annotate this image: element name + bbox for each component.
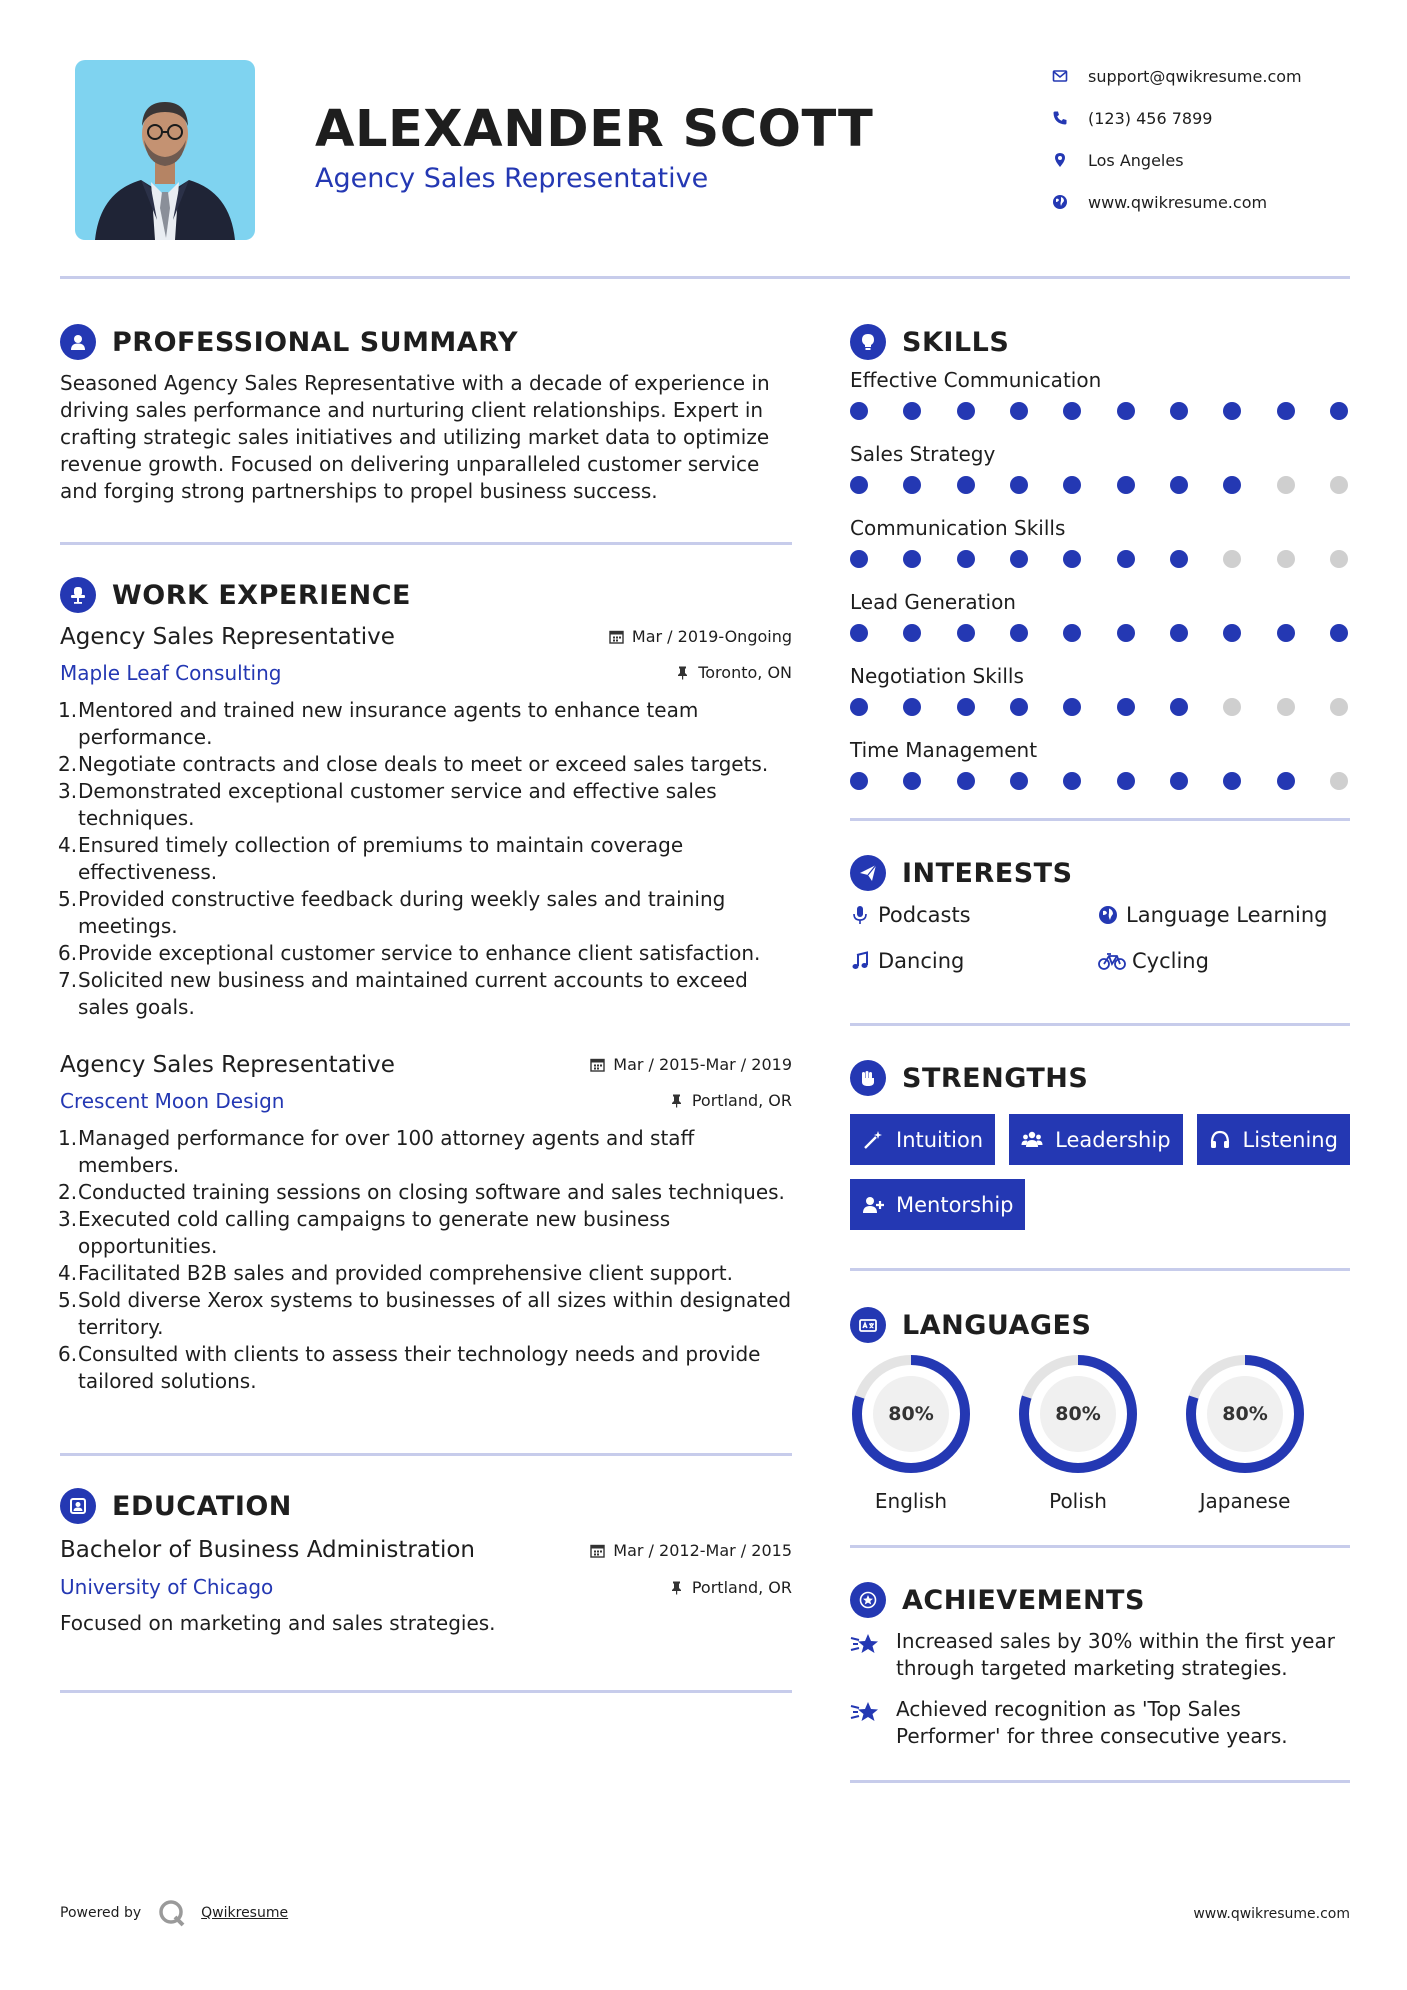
list-item: 3. Executed cold calling campaigns to generate new business opportunities. <box>58 1207 671 1258</box>
language-item <box>1184 1353 1306 1513</box>
rating-dot-empty <box>1330 698 1348 716</box>
rating-dot-filled <box>1010 550 1028 568</box>
rating-dot-filled <box>1277 772 1295 790</box>
achievement-text: Achieved recognition as 'Top Sales Performer' for three consecutive years. <box>896 1697 1288 1748</box>
skill-name: Communication Skills <box>850 516 1066 540</box>
profile-photo <box>75 60 255 240</box>
strength-tag <box>1009 1114 1182 1165</box>
language-item <box>850 1353 972 1513</box>
interests-title: INTERESTS <box>902 857 1073 889</box>
list-item: 1. Mentored and trained new insurance agents to enhance team performance. <box>58 698 699 749</box>
contact-email-text: support@qwikresume.com <box>1088 66 1302 86</box>
interest-label: Podcasts <box>878 903 971 927</box>
job-entry <box>60 1047 792 1395</box>
qwikresume-link[interactable]: Qwikresume <box>201 1905 289 1921</box>
strength-label: Mentorship <box>896 1192 1014 1217</box>
job-company: Maple Leaf Consulting <box>60 661 282 685</box>
rating-dot-filled <box>1010 772 1028 790</box>
job-location-text: Toronto, ON <box>698 663 792 682</box>
achievement-item <box>850 1628 1350 1682</box>
list-item: 2. Conducted training sessions on closing software and sales techniques. <box>58 1180 785 1204</box>
list-item: 3. Demonstrated exceptional customer service and effective sales techniques. <box>58 779 717 830</box>
rating-dot-empty <box>1223 550 1241 568</box>
language-progress-ring <box>1017 1353 1139 1475</box>
shooting-star-icon <box>850 1696 896 1730</box>
rating-dot-filled <box>1117 402 1135 420</box>
rating-dot-filled <box>1063 772 1081 790</box>
language-progress-ring <box>1184 1353 1306 1475</box>
music-note-icon <box>850 951 878 971</box>
rating-dot-filled <box>850 402 868 420</box>
language-percent: 80% <box>1055 1403 1101 1425</box>
globe-icon <box>1048 192 1088 212</box>
education-dates <box>590 1541 792 1560</box>
rating-dot-empty <box>1330 476 1348 494</box>
rating-dot-filled <box>850 698 868 716</box>
calendar-icon <box>609 629 624 644</box>
pushpin-icon <box>675 665 690 680</box>
rating-dot-filled <box>1063 624 1081 642</box>
strength-tag <box>1197 1114 1350 1165</box>
translate-icon <box>850 1307 886 1343</box>
rating-dot-filled <box>1063 698 1081 716</box>
rating-dot-filled <box>1170 772 1188 790</box>
list-item: 1. Managed performance for over 100 attorney agents and staff members. <box>58 1126 695 1177</box>
fist-icon <box>850 1060 886 1096</box>
list-item: 7. Solicited new business and maintained current accounts to exceed sales goals. <box>58 968 748 1019</box>
job-title: Agency Sales Representative <box>60 1052 395 1078</box>
job-bullets <box>60 1125 792 1395</box>
headphones-icon <box>1209 1129 1231 1151</box>
rating-dot-filled <box>903 624 921 642</box>
job-dates-text: Mar / 2015-Mar / 2019 <box>613 1055 792 1074</box>
degree-title: Bachelor of Business Administration <box>60 1537 475 1563</box>
skill-rating <box>850 620 1348 664</box>
contact-location <box>1048 139 1368 181</box>
rating-dot-filled <box>1277 402 1295 420</box>
rating-dot-filled <box>1330 402 1348 420</box>
footer-website[interactable]: www.qwikresume.com <box>1193 1906 1350 1922</box>
contact-email[interactable] <box>1048 55 1368 97</box>
strengths-title: STRENGTHS <box>902 1062 1089 1094</box>
education-location-text: Portland, OR <box>691 1578 792 1597</box>
rating-dot-filled <box>1170 698 1188 716</box>
rating-dot-filled <box>850 624 868 642</box>
rating-dot-filled <box>1170 624 1188 642</box>
language-progress-ring <box>850 1353 972 1475</box>
rating-dot-filled <box>957 402 975 420</box>
rating-dot-empty <box>1223 698 1241 716</box>
skill-rating <box>850 694 1348 738</box>
section-divider <box>60 542 792 545</box>
contact-location-text: Los Angeles <box>1088 150 1184 170</box>
list-item: 5. Provided constructive feedback during weekly sales and training meetings. <box>58 887 726 938</box>
strength-label: Leadership <box>1055 1127 1171 1152</box>
skills-heading <box>850 318 1350 366</box>
rating-dot-filled <box>1063 550 1081 568</box>
section-divider <box>850 1780 1350 1783</box>
user-plus-icon <box>862 1194 884 1216</box>
skill-rating <box>850 398 1348 442</box>
language-percent: 80% <box>888 1403 934 1425</box>
list-item: 2. Negotiate contracts and close deals to meet or exceed sales targets. <box>58 752 769 776</box>
work-heading <box>60 571 792 619</box>
skill-rating <box>850 472 1348 516</box>
lightbulb-icon <box>850 324 886 360</box>
rating-dot-filled <box>903 402 921 420</box>
header-divider <box>60 276 1350 279</box>
job-location-text: Portland, OR <box>691 1091 792 1110</box>
skill-name: Sales Strategy <box>850 442 996 466</box>
rating-dot-filled <box>1010 624 1028 642</box>
rating-dot-filled <box>903 698 921 716</box>
map-pin-icon <box>1048 150 1088 170</box>
job-title: Agency Sales Representative <box>60 624 395 650</box>
summary-heading <box>60 318 792 366</box>
work-title: WORK EXPERIENCE <box>112 579 411 611</box>
languages-heading <box>850 1301 1350 1349</box>
rating-dot-filled <box>1010 402 1028 420</box>
interests-list <box>850 899 1350 977</box>
education-heading <box>60 1482 792 1530</box>
strength-tag <box>850 1114 995 1165</box>
job-location <box>675 663 792 682</box>
language-item <box>1017 1353 1139 1513</box>
rating-dot-filled <box>1170 402 1188 420</box>
rating-dot-filled <box>1223 624 1241 642</box>
strength-label: Listening <box>1242 1127 1338 1152</box>
footer-powered-by <box>60 1898 288 1928</box>
star-badge-icon <box>850 1582 886 1618</box>
achievement-item <box>850 1696 1350 1750</box>
microphone-icon <box>850 905 878 925</box>
rating-dot-filled <box>957 624 975 642</box>
rating-dot-filled <box>1117 698 1135 716</box>
globe-icon <box>1098 905 1126 925</box>
achievement-text: Increased sales by 30% within the first year through targeted marketing strategies. <box>896 1629 1335 1680</box>
magic-wand-icon <box>862 1129 884 1151</box>
rating-dot-filled <box>850 772 868 790</box>
list-item: 4. Facilitated B2B sales and provided comprehensive client support. <box>58 1261 733 1285</box>
rating-dot-filled <box>903 772 921 790</box>
language-name: Polish <box>1049 1489 1107 1513</box>
pushpin-icon <box>669 1580 684 1595</box>
candidate-role: Agency Sales Representative <box>315 163 709 194</box>
section-divider <box>60 1453 792 1456</box>
interest-label: Language Learning <box>1126 903 1328 927</box>
language-percent: 80% <box>1222 1403 1268 1425</box>
qwikresume-logo-icon <box>157 1898 187 1928</box>
left-column <box>60 318 792 1693</box>
skills-list <box>850 368 1350 812</box>
language-name: English <box>874 1489 948 1513</box>
rating-dot-filled <box>1223 476 1241 494</box>
strength-tag <box>850 1179 1025 1230</box>
rating-dot-filled <box>1117 624 1135 642</box>
rating-dot-filled <box>1117 476 1135 494</box>
paper-plane-icon <box>850 855 886 891</box>
list-item: 6. Consulted with clients to assess their technology needs and provide tailored solutions. <box>58 1342 761 1393</box>
briefcase-icon <box>60 577 96 613</box>
rating-dot-filled <box>850 476 868 494</box>
language-name: Japanese <box>1199 1489 1291 1513</box>
shooting-star-icon <box>850 1628 896 1662</box>
achievements-title: ACHIEVEMENTS <box>902 1584 1145 1616</box>
graduate-icon <box>60 1488 96 1524</box>
school-name: University of Chicago <box>60 1575 274 1599</box>
section-divider <box>60 1690 792 1693</box>
education-title: EDUCATION <box>112 1490 292 1522</box>
calendar-icon <box>590 1543 605 1558</box>
calendar-icon <box>590 1057 605 1072</box>
education-entry <box>60 1530 792 1637</box>
rating-dot-filled <box>957 698 975 716</box>
rating-dot-filled <box>957 476 975 494</box>
rating-dot-empty <box>1277 698 1295 716</box>
skill-name: Time Management <box>850 738 1038 762</box>
interests-heading <box>850 849 1350 897</box>
powered-by-label: Powered by <box>60 1905 142 1921</box>
bicycle-icon <box>1098 951 1126 971</box>
rating-dot-filled <box>1170 476 1188 494</box>
rating-dot-filled <box>957 550 975 568</box>
rating-dot-filled <box>903 476 921 494</box>
skill-name: Negotiation Skills <box>850 664 1024 688</box>
job-dates <box>609 627 792 646</box>
skills-title: SKILLS <box>902 326 1010 358</box>
skill-rating <box>850 768 1348 812</box>
rating-dot-filled <box>1117 772 1135 790</box>
list-item: 6. Provide exceptional customer service to enhance client satisfaction. <box>58 941 761 965</box>
languages-list <box>850 1353 1350 1513</box>
rating-dot-filled <box>1010 698 1028 716</box>
rating-dot-filled <box>1063 402 1081 420</box>
achievements-list <box>850 1628 1350 1750</box>
contact-phone-text: (123) 456 7899 <box>1088 108 1213 128</box>
strength-label: Intuition <box>896 1127 984 1152</box>
rating-dot-empty <box>1277 476 1295 494</box>
job-location <box>669 1091 792 1110</box>
phone-icon <box>1048 108 1088 128</box>
envelope-icon <box>1048 66 1088 86</box>
rating-dot-filled <box>1223 402 1241 420</box>
contact-website-text: www.qwikresume.com <box>1088 192 1268 212</box>
rating-dot-filled <box>1010 476 1028 494</box>
rating-dot-empty <box>1330 772 1348 790</box>
interest-item <box>1098 945 1348 977</box>
education-note: Focused on marketing and sales strategies. <box>60 1611 496 1635</box>
user-icon <box>60 324 96 360</box>
job-bullets <box>60 697 792 1021</box>
contact-block <box>1048 55 1368 223</box>
candidate-name: ALEXANDER SCOTT <box>315 100 874 159</box>
rating-dot-empty <box>1277 550 1295 568</box>
rating-dot-filled <box>903 550 921 568</box>
achievements-heading <box>850 1576 1350 1624</box>
rating-dot-filled <box>1063 476 1081 494</box>
users-icon <box>1021 1129 1043 1151</box>
summary-text: Seasoned Agency Sales Representative with a decade of experience in driving sales performance and nurturing client relationships. Expert in crafting strategic sales initiatives and utilizing market data to optimize revenue growth. Focused on delivering unparalleled customer service and forging strong partnerships to propel business success. <box>60 371 770 503</box>
interest-item <box>850 899 1098 931</box>
job-dates-text: Mar / 2019-Ongoing <box>631 627 792 646</box>
interest-item <box>850 945 1098 977</box>
rating-dot-filled <box>1277 624 1295 642</box>
interest-item <box>1098 899 1348 931</box>
right-column <box>850 318 1350 1783</box>
section-divider <box>850 1268 1350 1271</box>
list-item: 4. Ensured timely collection of premiums to maintain coverage effectiveness. <box>58 833 684 884</box>
rating-dot-filled <box>957 772 975 790</box>
education-location <box>669 1578 792 1597</box>
rating-dot-filled <box>850 550 868 568</box>
skill-name: Lead Generation <box>850 590 1016 614</box>
languages-title: LANGUAGES <box>902 1309 1092 1341</box>
strengths-heading <box>850 1054 1350 1102</box>
interest-label: Cycling <box>1132 949 1209 973</box>
section-divider <box>850 818 1350 821</box>
rating-dot-filled <box>1223 772 1241 790</box>
contact-website[interactable] <box>1048 181 1368 223</box>
job-entry <box>60 619 792 1021</box>
rating-dot-filled <box>1330 624 1348 642</box>
strengths-list <box>850 1114 1350 1230</box>
job-company: Crescent Moon Design <box>60 1089 285 1113</box>
job-dates <box>590 1055 792 1074</box>
education-dates-text: Mar / 2012-Mar / 2015 <box>613 1541 792 1560</box>
rating-dot-empty <box>1330 550 1348 568</box>
interest-label: Dancing <box>878 949 965 973</box>
section-divider <box>850 1023 1350 1026</box>
summary-title: PROFESSIONAL SUMMARY <box>112 326 519 358</box>
skill-name: Effective Communication <box>850 368 1102 392</box>
rating-dot-filled <box>1117 550 1135 568</box>
section-divider <box>850 1545 1350 1548</box>
skill-rating <box>850 546 1348 590</box>
list-item: 5. Sold diverse Xerox systems to businesses of all sizes within designated territory. <box>58 1288 792 1339</box>
pushpin-icon <box>669 1093 684 1108</box>
contact-phone[interactable] <box>1048 97 1368 139</box>
rating-dot-filled <box>1170 550 1188 568</box>
